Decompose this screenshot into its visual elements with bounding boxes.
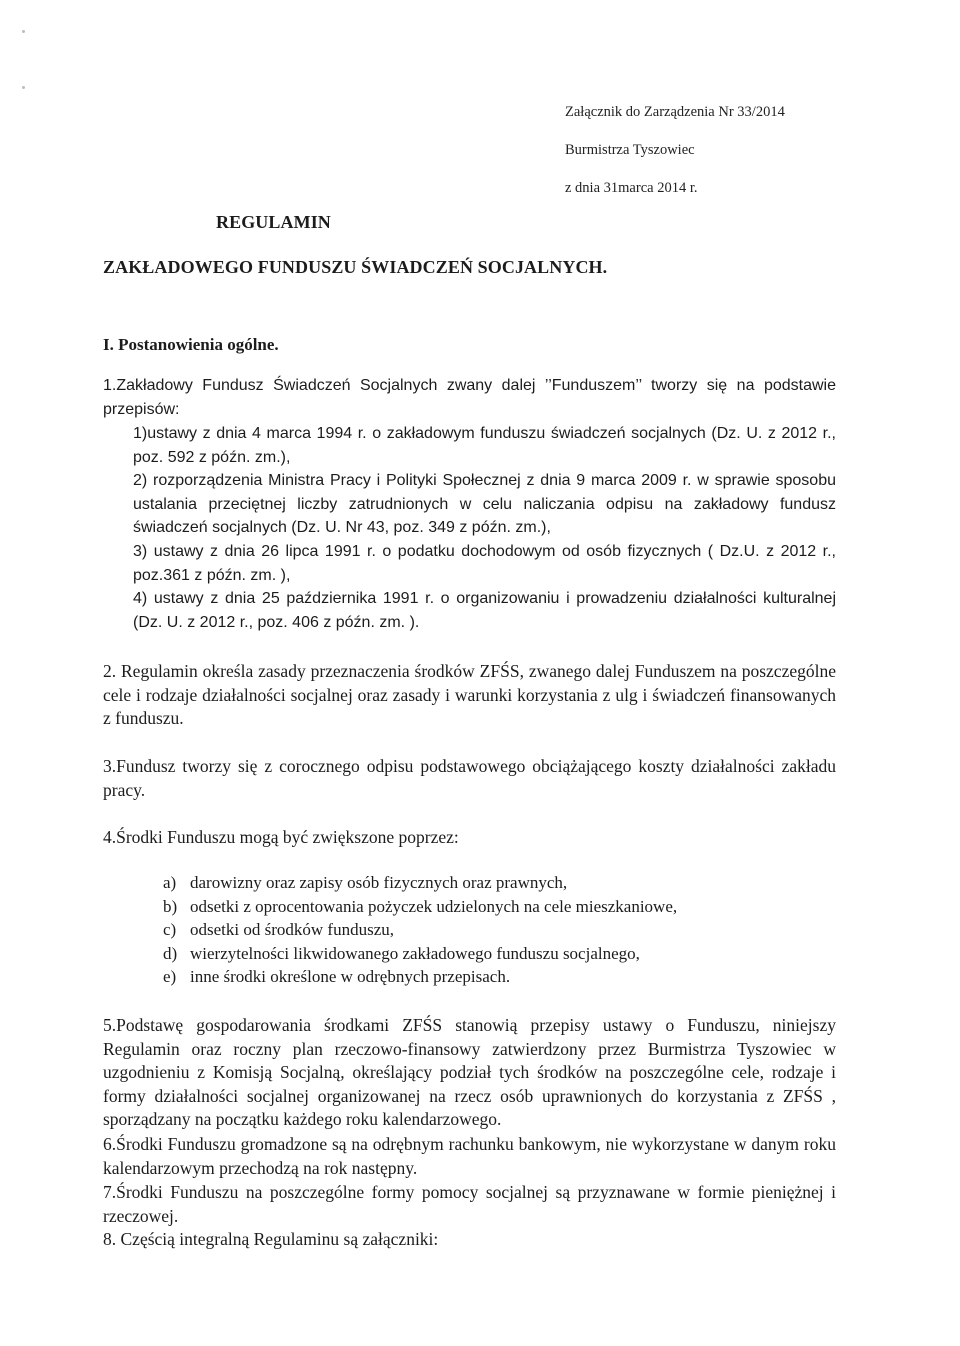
funding-sources-list (163, 871, 677, 989)
header-issuer-line: Burmistrza Tyszowiec (565, 142, 695, 158)
paragraph-6: 6.Środki Funduszu gromadzone są na odrębnym rachunku bankowym, nie wykorzystane w danym roku kalendarzowym przechodzą na rok następny. (103, 1134, 836, 1178)
legal-basis-item-3: 3) ustawy z dnia 26 lipca 1991 r. o podatku dochodowym od osób fizycznych ( Dz.U. z 2012 r., poz.361 z późn. zm. ), (133, 543, 836, 584)
list-item (163, 871, 677, 895)
list-item-text: wierzytelności likwidowanego zakładowego funduszu socjalnego, (190, 943, 640, 963)
header-attachment-line: Załącznik do Zarządzenia Nr 33/2014 (565, 104, 785, 120)
legal-basis-item-2: 2) rozporządzenia Ministra Pracy i Polityki Społecznej z dnia 9 marca 2009 r. w sprawie sposobu ustalania przeciętnej liczby zatrudnionych w celu naliczania odpisu na zakładowy fundusz świadczeń socjalnych (Dz. U. Nr 43, poz. 349 z późn. zm.), (133, 472, 836, 536)
paragraph-5: 5.Podstawę gospodarowania środkami ZFŚS stanowią przepisy ustawy o Funduszu, niniejszy Regulamin oraz roczny plan rzeczowo-finansowy zatwierdzony przez Burmistrza Tyszowiec w uzgodnieniu z Komisją Socjalną, określający podział tych środków na poszczególne cele, rodzaje i formy działalności socjalnej organizowanej na rzecz osób uprawnionych do korzystania z ZFŚS , sporządzany na początku każdego roku kalendarzowego. (103, 1015, 836, 1129)
list-item (163, 965, 677, 989)
scan-speck (22, 86, 25, 89)
list-marker: d) (163, 943, 178, 963)
list-item (163, 942, 677, 966)
list-marker: b) (163, 896, 178, 916)
paragraph-3: 3.Fundusz tworzy się z corocznego odpisu podstawowego obciążającego koszty działalności zakładu pracy. (103, 756, 836, 800)
list-item-text: darowizny oraz zapisy osób fizycznych oraz prawnych, (190, 873, 568, 892)
list-item-text: inne środki określone w odrębnych przepisach. (190, 967, 511, 986)
paragraph-4-intro: 4.Środki Funduszu mogą być zwiększone poprzez: (103, 827, 459, 847)
paragraph-7: 7.Środki Funduszu na poszczególne formy pomocy socjalnej są przyznawane w formie pieniężnej i rzeczowej. (103, 1182, 836, 1226)
document-title: REGULAMIN (216, 212, 331, 232)
list-item (163, 895, 677, 919)
list-item (163, 918, 677, 942)
list-marker: c) (163, 920, 177, 939)
paragraph-1-intro: 1.Zakładowy Fundusz Świadczeń Socjalnych zwany dalej ’’Funduszem’’ tworzy się na podstawie przepisów: (103, 377, 836, 418)
list-marker: a) (163, 873, 177, 892)
list-marker: e) (163, 967, 177, 986)
list-item-text: odsetki z oprocentowania pożyczek udzielonych na cele mieszkaniowe, (190, 896, 678, 916)
paragraph-2: 2. Regulamin określa zasady przeznaczenia środków ZFŚS, zwanego dalej Funduszem na poszczególne cele i rodzaje działalności socjalnej oraz zasady i warunki korzystania z ulg i świadczeń finansowanych z funduszu. (103, 661, 836, 728)
scan-speck (22, 30, 25, 33)
legal-basis-item-1: 1)ustawy z dnia 4 marca 1994 r. o zakładowym funduszu świadczeń socjalnych (Dz. U. z 2012 r., poz. 592 z późn. zm.), (133, 425, 836, 466)
legal-basis-item-4: 4) ustawy z dnia 25 października 1991 r. o organizowaniu i prowadzeniu działalności kulturalnej (Dz. U. z 2012 r., poz. 406 z późn. zm. ). (133, 590, 836, 631)
header-date-line: z dnia 31marca 2014 r. (565, 180, 698, 196)
list-item-text: odsetki od środków funduszu, (190, 920, 394, 939)
document-subtitle: ZAKŁADOWEGO FUNDUSZU ŚWIADCZEŃ SOCJALNYCH. (103, 257, 608, 277)
section-heading: I. Postanowienia ogólne. (103, 335, 279, 354)
paragraph-8: 8. Częścią integralną Regulaminu są załączniki: (103, 1229, 439, 1249)
